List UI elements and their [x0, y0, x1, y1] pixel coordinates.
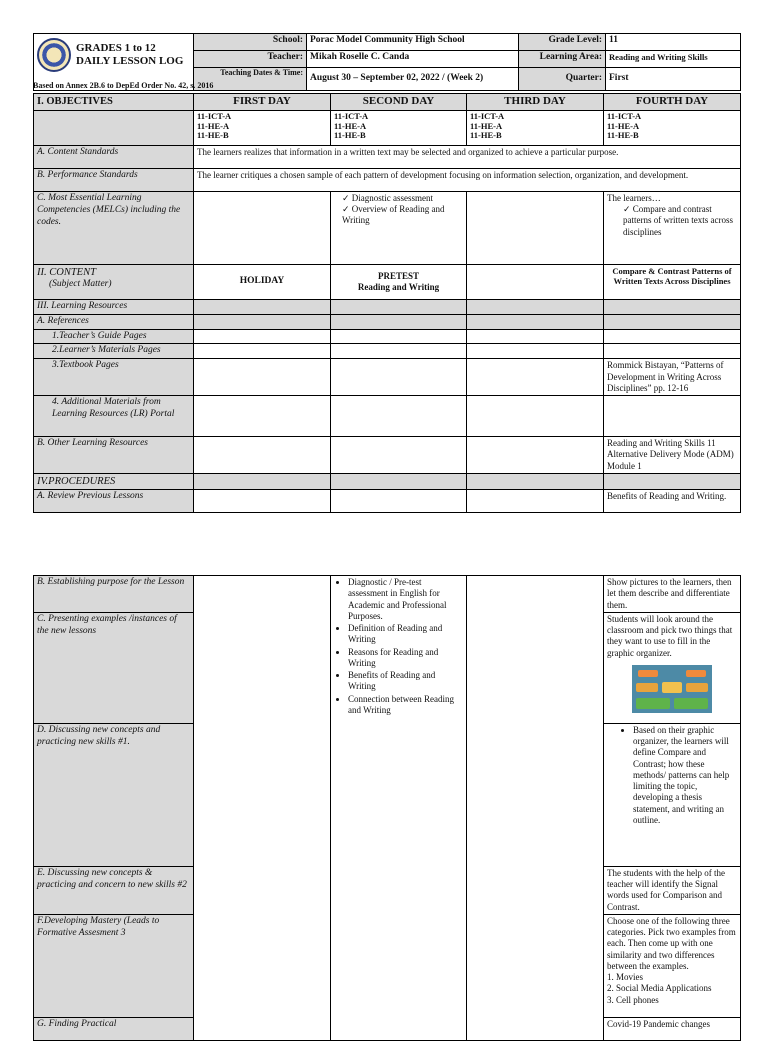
- content-standards-text: The learners realizes that information in a written text may be selected and organized to achieve a particular purpose.: [194, 145, 741, 168]
- melc-day4-item: ✓ Compare and contrast patterns of written texts across disciplines: [623, 204, 737, 238]
- references-label: A. References: [34, 314, 194, 329]
- graphic-organizer-image: [632, 665, 712, 713]
- area-value: Reading and Writing Skills: [606, 51, 741, 68]
- day2-bullet: • Connection between Reading and Writing: [348, 694, 463, 717]
- day4-header: FOURTH DAY: [604, 94, 741, 111]
- day2-bullet: • Reasons for Reading and Writing: [348, 647, 463, 670]
- am-label: 4. Additional Materials from Learning Resources (LR) Portal: [34, 396, 194, 437]
- mastery-label: F.Developing Mastery (Leads to Formative Assesment 3: [34, 914, 194, 1017]
- day3-header: THIRD DAY: [467, 94, 604, 111]
- melc-day2-item: ✓ Overview of Reading and Writing: [342, 204, 463, 227]
- tb-day4: Rommick Bistayan, “Patterns of Development in Writing Across Disciplines” pp. 12-16: [604, 359, 741, 396]
- melc-day4-intro: The learners…: [607, 192, 661, 203]
- content-day1: HOLIDAY: [194, 264, 331, 299]
- day2-bullet: • Diagnostic / Pre-test assessment in English for Academic and Professional Purposes.: [348, 577, 463, 622]
- review-label: A. Review Previous Lessons: [34, 489, 194, 512]
- mastery-day4: [604, 914, 741, 1017]
- tb-label: 3.Textbook Pages: [34, 359, 194, 396]
- examples-day4-text: Students will look around the classroom and pick two things that they want to use to fill in the graphic organizer.: [607, 613, 733, 658]
- content-label: II. CONTENT (Subject Matter): [34, 264, 194, 299]
- content-day2: PRETEST Reading and Writing: [331, 264, 467, 299]
- procedures-label: IV.PROCEDURES: [34, 473, 194, 489]
- olr-label: B. Other Learning Resources: [34, 437, 194, 474]
- dates-label: Teaching Dates & Time:: [194, 68, 307, 91]
- olr-day4: Reading and Writing Skills 11 Alternative Delivery Mode (ADM) Module 1: [604, 437, 741, 474]
- resources-label: III. Learning Resources: [34, 299, 194, 314]
- discuss1-label: D. Discussing new concepts and practicing new skills #1.: [34, 723, 194, 866]
- content-standards-label: A. Content Standards: [34, 145, 194, 168]
- teacher-label: Teacher:: [194, 51, 307, 68]
- dates-value: August 30 – September 02, 2022 / (Week 2): [307, 68, 519, 91]
- title-line1: GRADES 1 to 12: [76, 41, 156, 54]
- melc-day4: [604, 191, 741, 264]
- purpose-label: B. Establishing purpose for the Lesson: [34, 576, 194, 613]
- day4-sections: 11-ICT-A 11-HE-A 11-HE-B: [604, 110, 741, 145]
- lm-label: 2.Learner’s Materials Pages: [34, 344, 194, 359]
- annex-note: Based on Annex 2B.6 to DepEd Order No. 42, s. 2016: [33, 81, 214, 90]
- school-label: School:: [194, 34, 307, 51]
- mastery-item: 3. Cell phones: [607, 994, 659, 1005]
- mastery-item: 1. Movies: [607, 972, 643, 982]
- day2-bullet: • Benefits of Reading and Writing: [348, 670, 463, 693]
- melc-label: C. Most Essential Learning Competencies (MELCs) including the codes.: [34, 191, 194, 264]
- lesson-table-page2: [33, 575, 741, 1041]
- teacher-value: Mikah Roselle C. Canda: [307, 51, 519, 68]
- discuss1-day4-item: • Based on their graphic organizer, the learners will define Compare and Contrast; how these methods/ patterns can help limiting the topic, developing a thesis statement, and writing an outline.: [633, 725, 737, 826]
- grade-label: Grade Level:: [519, 34, 606, 51]
- discuss1-day4: [604, 723, 741, 866]
- examples-day4: [604, 612, 741, 723]
- mastery-day4-intro: Choose one of the following three categories. Pick two examples from each. Then come up with one similarity and two differences between the examples.: [607, 915, 736, 971]
- day2-procedures: [331, 576, 467, 1041]
- quarter-value: First: [606, 68, 741, 91]
- area-label: Learning Area:: [519, 51, 606, 68]
- day3-sections: 11-ICT-A 11-HE-A 11-HE-B: [467, 110, 604, 145]
- day1-sections: 11-ICT-A 11-HE-A 11-HE-B: [194, 110, 331, 145]
- day2-header: SECOND DAY: [331, 94, 467, 111]
- performance-standards-text: The learner critiques a chosen sample of each pattern of development focusing on information selection, organization, and development.: [194, 168, 741, 191]
- objectives-label: I. OBJECTIVES: [34, 94, 194, 111]
- tg-label: 1.Teacher’s Guide Pages: [34, 329, 194, 344]
- discuss2-day4: The students with the help of the teacher will identify the Signal words used for Comparison and Contrast.: [604, 866, 741, 914]
- grade-value: 11: [606, 34, 741, 51]
- quarter-label: Quarter:: [519, 68, 606, 91]
- melc-day2-item: ✓ Diagnostic assessment: [342, 193, 463, 204]
- day1-header: FIRST DAY: [194, 94, 331, 111]
- deped-seal-icon: [37, 38, 71, 72]
- practical-day4: Covid-19 Pandemic changes: [604, 1017, 741, 1040]
- performance-standards-label: B. Performance Standards: [34, 168, 194, 191]
- content-day4: Compare & Contrast Patterns of Written Texts Across Disciplines: [604, 264, 741, 299]
- day2-sections: 11-ICT-A 11-HE-A 11-HE-B: [331, 110, 467, 145]
- lesson-table-page1: [33, 93, 741, 513]
- examples-label: C. Presenting examples /instances of the new lessons: [34, 612, 194, 723]
- school-value: Porac Model Community High School: [307, 34, 519, 51]
- discuss2-label: E. Discussing new concepts & practicing and concern to new skills #2: [34, 866, 194, 914]
- day2-bullet: • Definition of Reading and Writing: [348, 623, 463, 646]
- purpose-day4: Show pictures to the learners, then let them describe and differentiate them.: [604, 576, 741, 613]
- day2-bullet-list: [334, 577, 463, 716]
- review-day4: Benefits of Reading and Writing.: [604, 489, 741, 512]
- practical-label: G. Finding Practical: [34, 1017, 194, 1040]
- melc-day2: [331, 191, 467, 264]
- title-line2: DAILY LESSON LOG: [76, 55, 184, 67]
- mastery-item: 2. Social Media Applications: [607, 983, 712, 994]
